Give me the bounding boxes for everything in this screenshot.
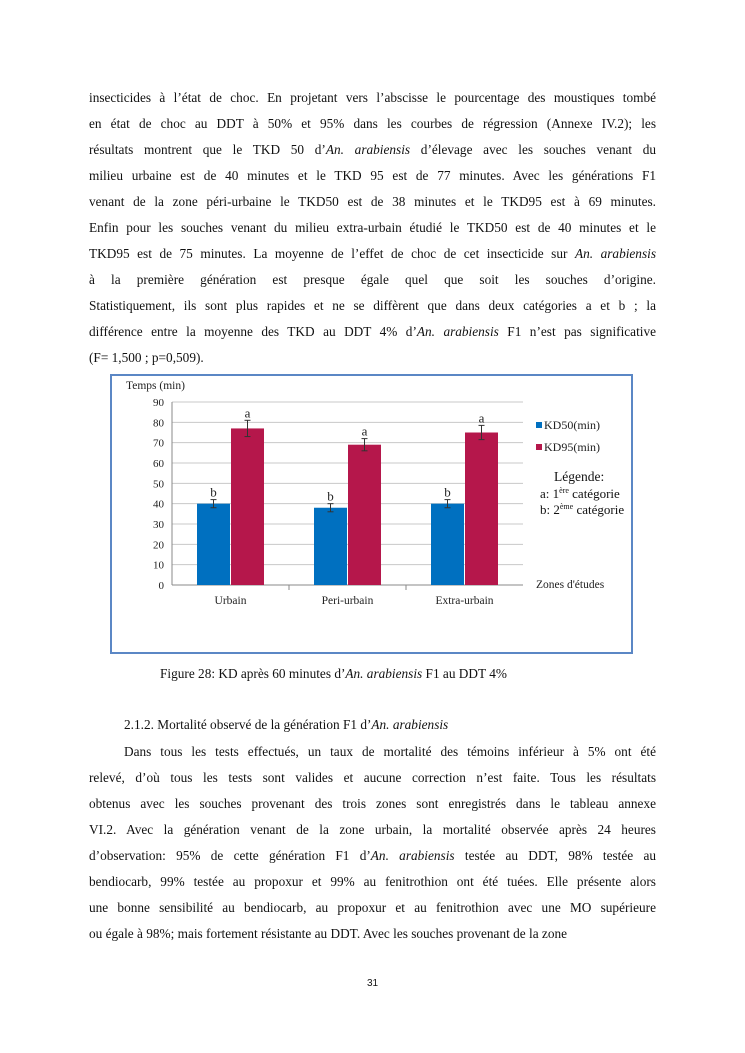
text-line [89, 843, 656, 869]
text-segment: testée au DDT, 98% testée au [454, 848, 656, 863]
text-segment: résultats montrent que le TKD 50 d’ [89, 142, 326, 157]
caption-suffix: F1 au DDT 4% [422, 666, 507, 681]
page-number: 31 [366, 978, 379, 989]
text-segment: différence entre la moyenne des TKD au DDT 4% d’ [89, 324, 417, 339]
y-tick-label: 30 [153, 519, 164, 531]
figure-caption [160, 666, 507, 682]
text-segment: à la première génération est presque égale quel que soit les souches d’origine. [89, 272, 656, 287]
text-segment: venant de la zone péri-urbaine le TKD50 est de 38 minutes et le TKD95 est à 69 minutes. [89, 194, 656, 209]
bar-kd50min [197, 504, 230, 585]
y-tick-label: 80 [153, 417, 164, 430]
legende-suffix: catégorie [568, 486, 620, 501]
bar-kd95min [465, 433, 498, 586]
text-segment: bendiocarb, 99% testée au propoxur et 99% au fenitrothion ont été tuées. Elle présente alors [89, 874, 656, 889]
text-segment: Dans tous les tests effectués, un taux de mortalité des témoins inférieur à 5% ont été [124, 744, 656, 759]
section-heading-2-1-2 [124, 717, 448, 733]
significance-letter: b [210, 484, 217, 500]
figure-28-chart [110, 374, 633, 654]
text-segment: Enfin pour les souches venant du milieu extra-urbain étudié le TKD50 est de 40 minutes et le [89, 220, 656, 235]
text-line [89, 241, 656, 267]
y-tick-label: 90 [153, 397, 164, 409]
text-line [89, 137, 656, 163]
x-tick-label: Extra-urbain [435, 595, 494, 607]
text-segment: milieu urbaine est de 40 minutes et le TKD 95 est de 77 minutes. Avec les générations F1 [89, 168, 656, 183]
text-segment: F1 n’est pas significative [498, 324, 657, 339]
y-tick-label: 50 [153, 478, 164, 491]
text-line [89, 739, 656, 765]
text-line [89, 267, 656, 293]
legende-line-b [540, 502, 624, 517]
bar-kd50min [314, 508, 347, 585]
text-segment: ou égale à 98%; mais fortement résistante au DDT. Avec les souches provenant de la zone [89, 926, 568, 941]
text-line [89, 215, 656, 241]
bar-chart [112, 376, 631, 652]
caption-species: An. arabiensis [345, 666, 423, 681]
legend-swatch [536, 422, 542, 428]
legende-line-a [540, 486, 620, 501]
text-segment: une bonne sensibilité au bendiocarb, au propoxur et au fenitrothion avec une MO supérieure [89, 900, 656, 915]
y-tick-label: 40 [153, 498, 164, 511]
significance-letter: a [244, 405, 251, 421]
text-line [89, 791, 656, 817]
significance-letter: a [361, 423, 368, 439]
legende-title: Légende: [554, 469, 605, 484]
significance-letter: b [444, 484, 451, 500]
x-tick-label: Urbain [214, 595, 247, 607]
text-segment: TKD95 est de 75 minutes. La moyenne de l’effet de choc de cet insecticide sur [89, 246, 575, 261]
bar-kd95min [231, 428, 264, 585]
bar-kd95min [348, 445, 381, 585]
legende-suffix: catégorie [573, 502, 625, 517]
y-tick-label: 70 [153, 437, 164, 450]
text-segment: d’élevage avec les souches venant du [410, 142, 656, 157]
y-tick-label: 20 [153, 539, 164, 552]
text-segment: Statistiquement, ils sont plus rapides et ne se diffèrent que dans deux catégories a et b ; la [89, 298, 656, 313]
legend-label: KD50(min) [544, 418, 600, 432]
y-tick-label: 0 [158, 580, 164, 592]
text-segment: relevé, d’où tous les tests sont valides et aucune correction n’est faite. Tous les résultats [89, 770, 656, 785]
text-segment: obtenus avec les souches provenant des trois zones sont enregistrés dans le tableau annexe [89, 796, 656, 811]
legende-sup: ère [559, 486, 569, 495]
subheading-species: An. arabiensis [371, 717, 449, 732]
text-line [89, 85, 656, 111]
significance-letter: b [327, 488, 334, 504]
text-line [89, 869, 656, 895]
subheading-text: 2.1.2. Mortalité observé de la génération F1 d’ [124, 717, 372, 732]
text-line [89, 765, 656, 791]
text-line [89, 111, 656, 137]
species-name: An. arabiensis [574, 246, 657, 261]
text-segment: en état de choc au DDT à 50% et 95% dans les courbes de régression (Annexe IV.2); les [89, 116, 656, 131]
text-segment: insecticides à l’état de choc. En projetant vers l’abscisse le pourcentage des moustiques tombé [89, 90, 656, 105]
species-name: An. arabiensis [416, 324, 499, 339]
y-tick-label: 60 [153, 458, 164, 470]
legend-label: KD95(min) [544, 440, 600, 454]
text-line [89, 921, 656, 947]
legende-prefix: a: 1 [540, 486, 560, 501]
text-segment: (F= 1,500 ; p=0,509). [89, 350, 204, 365]
text-line [89, 189, 656, 215]
species-name: An. arabiensis [370, 848, 455, 863]
y-axis-label: Temps (min) [126, 380, 185, 392]
text-line [89, 895, 656, 921]
paragraph-2 [89, 739, 656, 947]
text-line [89, 319, 656, 345]
y-tick-label: 10 [153, 559, 164, 572]
text-line [89, 817, 656, 843]
species-name: An. arabiensis [325, 142, 411, 157]
legende-sup: ème [559, 502, 574, 511]
x-tick-label: Peri-urbain [321, 595, 374, 607]
paragraph-1 [89, 85, 656, 371]
legend-swatch [536, 444, 542, 450]
bar-kd50min [431, 504, 464, 585]
text-line [89, 345, 656, 371]
significance-letter: a [478, 410, 485, 426]
legende-prefix: b: 2 [540, 502, 560, 517]
caption-prefix: Figure 28: KD après 60 minutes d’ [160, 666, 346, 681]
text-segment: VI.2. Avec la génération venant de la zone urbain, la mortalité observée après 24 heures [89, 822, 656, 837]
x-axis-label: Zones d'études [536, 579, 605, 591]
text-segment: d’observation: 95% de cette génération F1 d’ [89, 848, 371, 863]
text-line [89, 293, 656, 319]
text-line [89, 163, 656, 189]
